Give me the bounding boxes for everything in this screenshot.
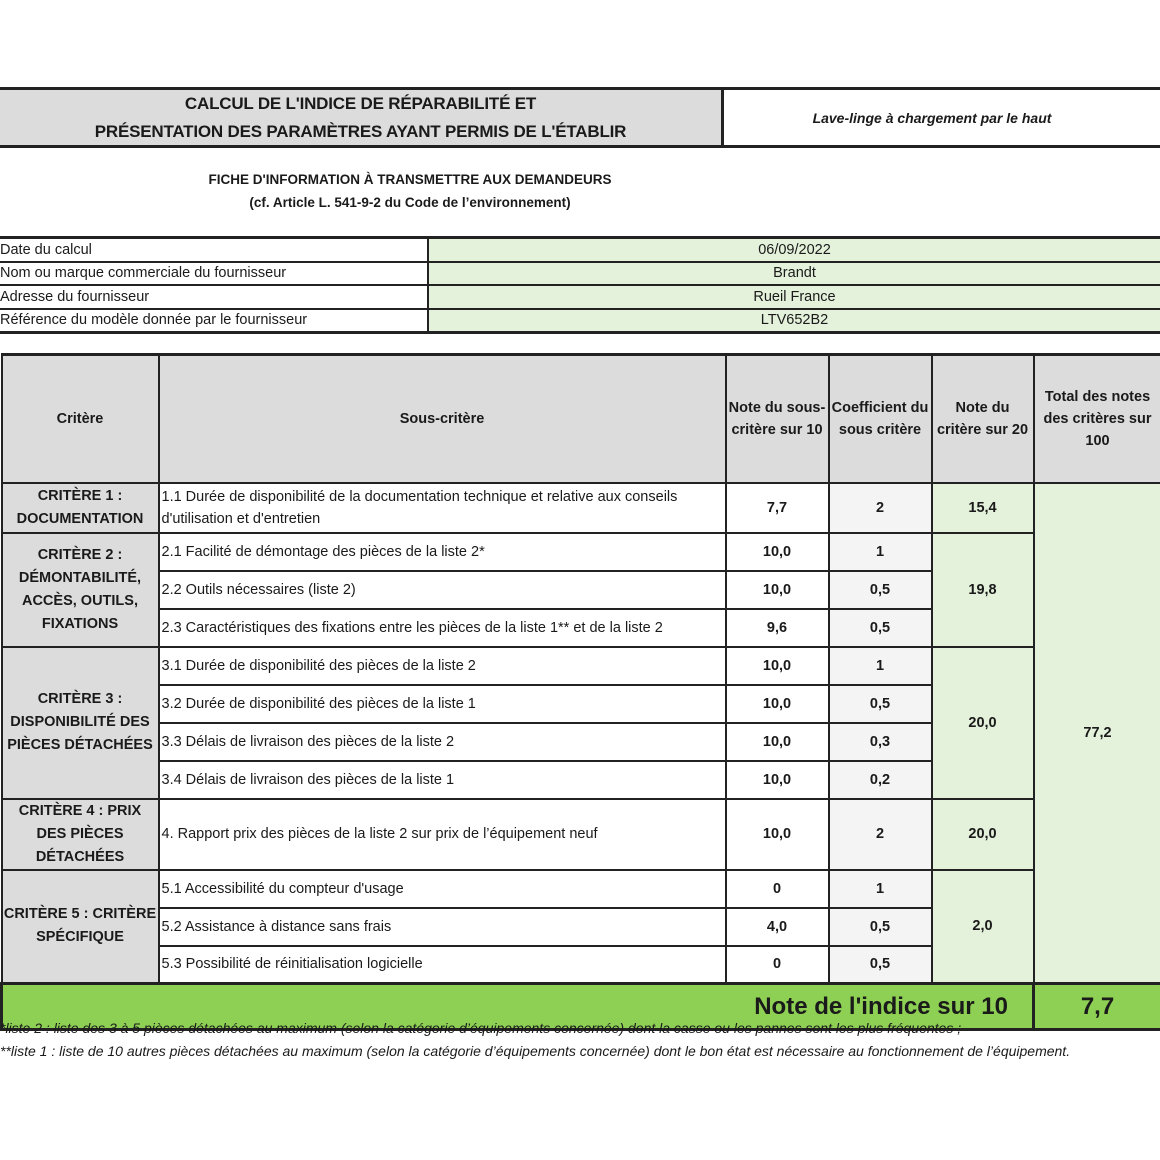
- header-note-critere: Note du critère sur 20: [932, 355, 1034, 483]
- subcriterion-label: 5.2 Assistance à distance sans frais: [159, 908, 726, 946]
- subcriterion-label: 3.1 Durée de disponibilité des pièces de la liste 2: [159, 647, 726, 685]
- subcriterion-note: 7,7: [726, 483, 829, 533]
- title-line-2: PRÉSENTATION DES PARAMÈTRES AYANT PERMIS DE L'ÉTABLIR: [94, 121, 627, 141]
- criterion-1-label: CRITÈRE 1 : DOCUMENTATION: [2, 483, 159, 533]
- table-row: [2, 533, 1160, 571]
- subcriterion-coef: 0,2: [829, 761, 932, 799]
- header-note-sous-critere: Note du sous-critère sur 10: [726, 355, 829, 483]
- header-critere: Critère: [2, 355, 159, 483]
- subcriterion-coef: 0,3: [829, 723, 932, 761]
- subcriterion-coef: 0,5: [829, 685, 932, 723]
- table-row: [2, 799, 1160, 870]
- subcriterion-label: 3.3 Délais de livraison des pièces de la liste 2: [159, 723, 726, 761]
- total-score: 77,2: [1034, 483, 1160, 984]
- subcriterion-coef: 1: [829, 647, 932, 685]
- criterion-4-score: 20,0: [932, 799, 1034, 870]
- header-sous-critere: Sous-critère: [159, 355, 726, 483]
- subcriterion-coef: 0,5: [829, 908, 932, 946]
- info-label: Référence du modèle donnée par le fournisseur: [0, 309, 428, 333]
- footnote-liste-2: *liste 2 : liste des 3 à 5 pièces détachées au maximum (selon la catégorie d’équipements concernée) dont la casse ou les pannes sont les plus fréquentes ;: [0, 1020, 962, 1036]
- subcriterion-note: 10,0: [726, 723, 829, 761]
- subcriterion-note: 4,0: [726, 908, 829, 946]
- info-row: [0, 238, 1160, 262]
- subcriterion-coef: 2: [829, 483, 932, 533]
- subcriterion-note: 10,0: [726, 685, 829, 723]
- criterion-3-score: 20,0: [932, 647, 1034, 799]
- subcriterion-label: 4. Rapport prix des pièces de la liste 2 sur prix de l’équipement neuf: [159, 799, 726, 870]
- document-title: [0, 90, 724, 145]
- subcriterion-note: 10,0: [726, 571, 829, 609]
- footnotes: [0, 1017, 1160, 1063]
- fiche-heading: [0, 168, 820, 214]
- info-label: Nom ou marque commerciale du fournisseur: [0, 262, 428, 286]
- fiche-line-1: FICHE D'INFORMATION À TRANSMETTRE AUX DEMANDEURS: [208, 172, 612, 187]
- header-coefficient: Coefficient du sous critère: [829, 355, 932, 483]
- criterion-1-score: 15,4: [932, 483, 1034, 533]
- criterion-5-label: CRITÈRE 5 : CRITÈRE SPÉCIFIQUE: [2, 870, 159, 984]
- table-row: [2, 647, 1160, 685]
- info-row: [0, 285, 1160, 309]
- subcriterion-label: 2.1 Facilité de démontage des pièces de la liste 2*: [159, 533, 726, 571]
- table-row: [2, 483, 1160, 533]
- repairability-table: [0, 353, 1160, 1031]
- info-label: Adresse du fournisseur: [0, 285, 428, 309]
- product-type: Lave-linge à chargement par le haut: [812, 109, 1052, 126]
- info-value: LTV652B2: [428, 309, 1160, 333]
- criterion-3-label: CRITÈRE 3 : DISPONIBILITÉ DES PIÈCES DÉTACHÉES: [2, 647, 159, 799]
- subcriterion-label: 1.1 Durée de disponibilité de la documentation technique et relative aux conseils d'utilisation et d'entretien: [159, 483, 726, 533]
- footnote-liste-1: **liste 1 : liste de 10 autres pièces détachées au maximum (selon la catégorie d’équipements concernée) dont le bon état est nécessaire au fonctionnement de l’équipement.: [0, 1043, 1071, 1059]
- subcriterion-note: 10,0: [726, 799, 829, 870]
- info-value: Rueil France: [428, 285, 1160, 309]
- subcriterion-note: 10,0: [726, 533, 829, 571]
- subcriterion-label: 2.3 Caractéristiques des fixations entre les pièces de la liste 1** et de la liste 2: [159, 609, 726, 647]
- final-index-label: Note de l'indice sur 10: [2, 984, 1034, 1030]
- final-index-value: 7,7: [1034, 984, 1160, 1030]
- subcriterion-coef: 0,5: [829, 946, 932, 984]
- subcriterion-label: 5.3 Possibilité de réinitialisation logicielle: [159, 946, 726, 984]
- subcriterion-label: 5.1 Accessibilité du compteur d'usage: [159, 870, 726, 908]
- subcriterion-label: 3.2 Durée de disponibilité des pièces de la liste 1: [159, 685, 726, 723]
- supplier-info-table: [0, 236, 1160, 334]
- table-row: [2, 870, 1160, 908]
- criterion-2-label: CRITÈRE 2 : DÉMONTABILITÉ, ACCÈS, OUTILS, FIXATIONS: [2, 533, 159, 647]
- subcriterion-note: 0: [726, 946, 829, 984]
- subcriterion-label: 3.4 Délais de livraison des pièces de la liste 1: [159, 761, 726, 799]
- header-total: Total des notes des critères sur 100: [1034, 355, 1160, 483]
- subcriterion-coef: 0,5: [829, 571, 932, 609]
- subcriterion-note: 10,0: [726, 761, 829, 799]
- info-value: 06/09/2022: [428, 238, 1160, 262]
- criterion-4-label: CRITÈRE 4 : PRIX DES PIÈCES DÉTACHÉES: [2, 799, 159, 870]
- criterion-2-score: 19,8: [932, 533, 1034, 647]
- table-header-row: [2, 355, 1160, 483]
- info-value: Brandt: [428, 262, 1160, 286]
- subcriterion-note: 10,0: [726, 647, 829, 685]
- info-row: [0, 309, 1160, 333]
- subcriterion-note: 0: [726, 870, 829, 908]
- subcriterion-coef: 1: [829, 533, 932, 571]
- header-box: [0, 87, 1160, 148]
- subcriterion-coef: 1: [829, 870, 932, 908]
- title-line-1: CALCUL DE L'INDICE DE RÉPARABILITÉ ET: [184, 93, 537, 113]
- subcriterion-coef: 0,5: [829, 609, 932, 647]
- info-row: [0, 262, 1160, 286]
- fiche-line-2: (cf. Article L. 541-9-2 du Code de l’environnement): [249, 195, 571, 210]
- subcriterion-coef: 2: [829, 799, 932, 870]
- subcriterion-label: 2.2 Outils nécessaires (liste 2): [159, 571, 726, 609]
- subcriterion-note: 9,6: [726, 609, 829, 647]
- criterion-5-score: 2,0: [932, 870, 1034, 984]
- info-label: Date du calcul: [0, 238, 428, 262]
